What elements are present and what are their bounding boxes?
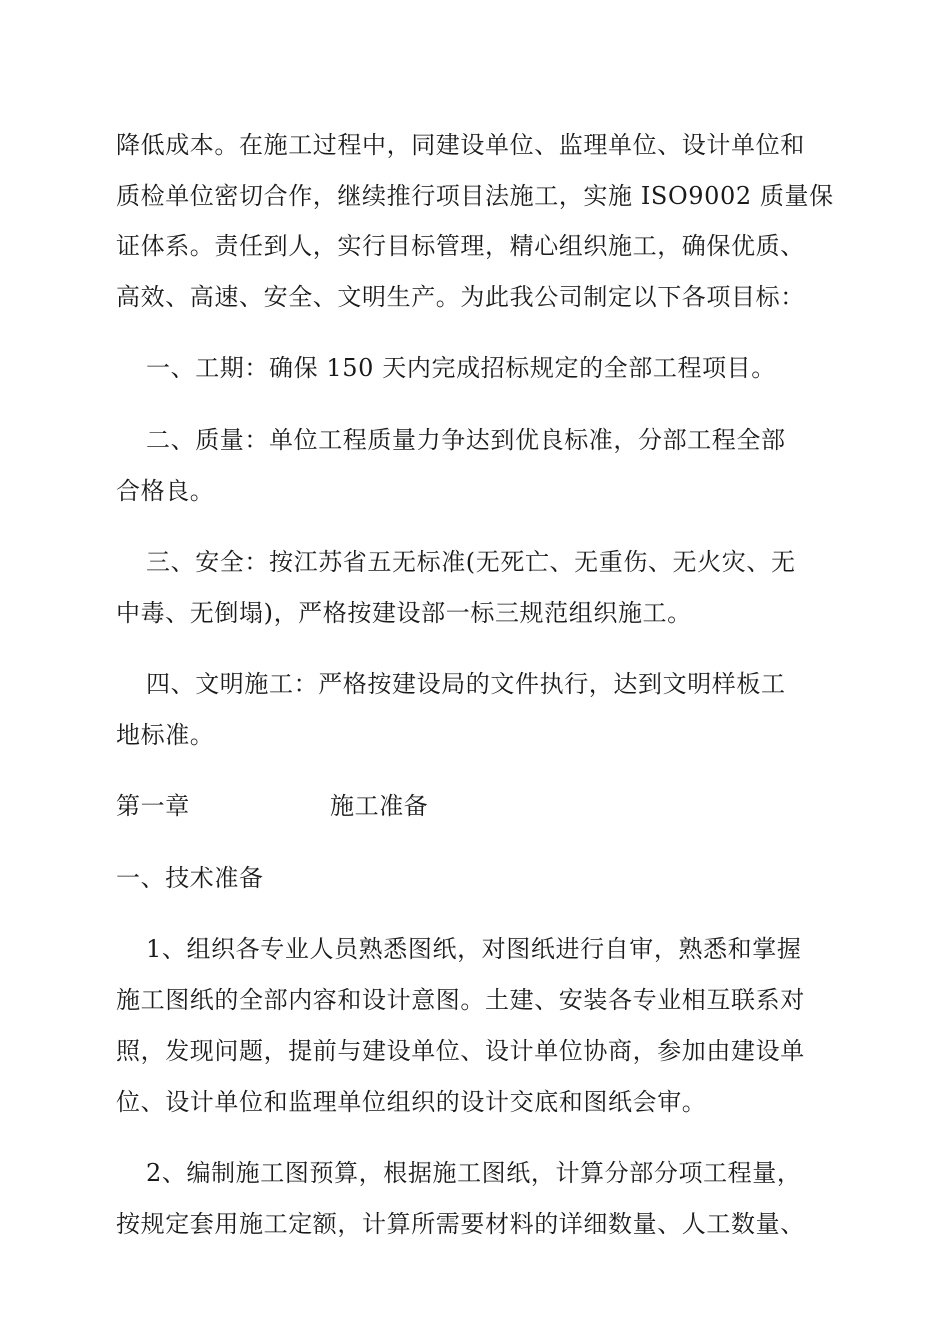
item-2-line: 按规定套用施工定额，计算所需要材料的详细数量、人工数量、	[116, 1210, 805, 1238]
item-1-line: 照，发现问题，提前与建设单位、设计单位协商，参加由建设单	[116, 1037, 805, 1065]
chapter-number: 第一章	[116, 792, 190, 820]
goal-safety: 三、安全：按江苏省五无标准(无死亡、无重伤、无火灾、无	[146, 548, 796, 576]
goal-schedule: 一、工期：确保 150 天内完成招标规定的全部工程项目。	[146, 354, 776, 382]
item-1-line: 1、组织各专业人员熟悉图纸，对图纸进行自审，熟悉和掌握	[146, 935, 802, 963]
item-2-line: 2、编制施工图预算，根据施工图纸，计算分部分项工程量，	[146, 1159, 802, 1187]
paragraph-line: 质检单位密切合作，继续推行项目法施工，实施 ISO9002 质量保	[116, 182, 834, 210]
goal-civilized-cont: 地标准。	[116, 721, 215, 749]
goal-civilized: 四、文明施工：严格按建设局的文件执行，达到文明样板工	[146, 670, 786, 698]
section-heading: 一、技术准备	[116, 864, 264, 892]
goal-quality: 二、质量：单位工程质量力争达到优良标准，分部工程全部	[146, 426, 786, 454]
paragraph-line: 证体系。责任到人，实行目标管理，精心组织施工，确保优质、	[116, 232, 805, 260]
chapter-title: 施工准备	[330, 792, 429, 820]
item-1-line: 位、设计单位和监理单位组织的设计交底和图纸会审。	[116, 1088, 707, 1116]
goal-safety-cont: 中毒、无倒塌)，严格按建设部一标三规范组织施工。	[116, 599, 692, 627]
paragraph-line: 高效、高速、安全、文明生产。为此我公司制定以下各项目标：	[116, 283, 805, 311]
goal-quality-cont: 合格良。	[116, 477, 215, 505]
paragraph-line: 降低成本。在施工过程中，同建设单位、监理单位、设计单位和	[116, 131, 805, 159]
item-1-line: 施工图纸的全部内容和设计意图。土建、安装各专业相互联系对	[116, 986, 805, 1014]
